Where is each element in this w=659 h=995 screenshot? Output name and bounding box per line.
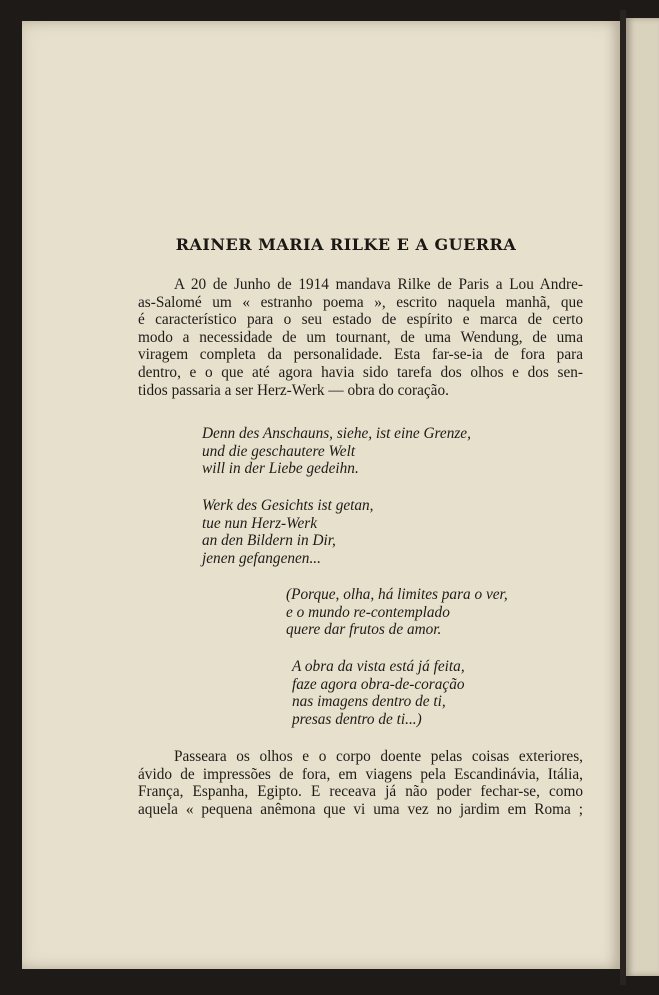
poem-line: nas imagens dentro de ti, <box>292 693 446 711</box>
poem-line: will in der Liebe gedeihn. <box>202 460 359 478</box>
poem-line: (Porque, olha, há limites para o ver, <box>286 586 508 603</box>
poem-line: an den Bildern in Dir, <box>202 532 336 550</box>
paragraph-line: dentro, e o que até agora havia sido tarefa dos olhos e dos sen- <box>138 363 583 381</box>
poem-line: Denn des Anschauns, siehe, ist eine Grenze, <box>202 425 471 442</box>
closing-paragraph <box>138 748 583 818</box>
poem-line: tue nun Herz-Werk <box>202 514 317 532</box>
poem-line: und die geschautere Welt <box>202 442 356 460</box>
paragraph-line: tidos passaria a ser Herz-Werk — obra do coração. <box>138 381 449 399</box>
paragraph-line: ávido de impressões de fora, em viagens pela Escandinávia, Itália, <box>138 765 583 783</box>
german-poem-stanza-1 <box>202 425 471 478</box>
book-page <box>22 21 620 969</box>
paragraph-line: aquela « pequena anêmona que vi uma vez no jardim em Roma ; <box>138 800 583 818</box>
poem-line: e o mundo re-contemplado <box>286 603 450 621</box>
poem-line: presas dentro de ti...) <box>292 710 422 728</box>
portuguese-poem-stanza-1 <box>286 586 508 639</box>
paragraph-line: é característico para o seu estado de espírito e marca de certo <box>138 311 583 329</box>
portuguese-poem-stanza-2 <box>292 658 465 728</box>
poem-line: Werk des Gesichts ist getan, <box>202 497 374 514</box>
paragraph-line: A 20 de Junho de 1914 mandava Rilke de Paris a Lou Andre- <box>174 276 583 293</box>
german-poem-stanza-2 <box>202 497 374 567</box>
paragraph-line: as-Salomé um « estranho poema », escrito naquela manhã, que <box>138 293 583 311</box>
poem-line: jenen gefangenen... <box>202 549 321 567</box>
poem-line: quere dar frutos de amor. <box>286 621 442 639</box>
paragraph-line: França, Espanha, Egipto. E receava já não poder fechar-se, como <box>138 783 583 801</box>
paragraph-line: viragem completa da personalidade. Esta far-se-ia de fora para <box>138 346 583 364</box>
poem-line: faze agora obra-de-coração <box>292 675 465 693</box>
adjacent-page-edge <box>626 18 659 976</box>
paragraph-line: modo a necessidade de um tournant, de uma Wendung, de uma <box>138 328 583 346</box>
paragraph-line: Passeara os olhos e o corpo doente pelas coisas exteriores, <box>174 748 583 765</box>
poem-line: A obra da vista está já feita, <box>292 658 465 675</box>
chapter-title: RAINER MARIA RILKE E A GUERRA <box>175 235 517 254</box>
opening-paragraph <box>138 276 583 399</box>
